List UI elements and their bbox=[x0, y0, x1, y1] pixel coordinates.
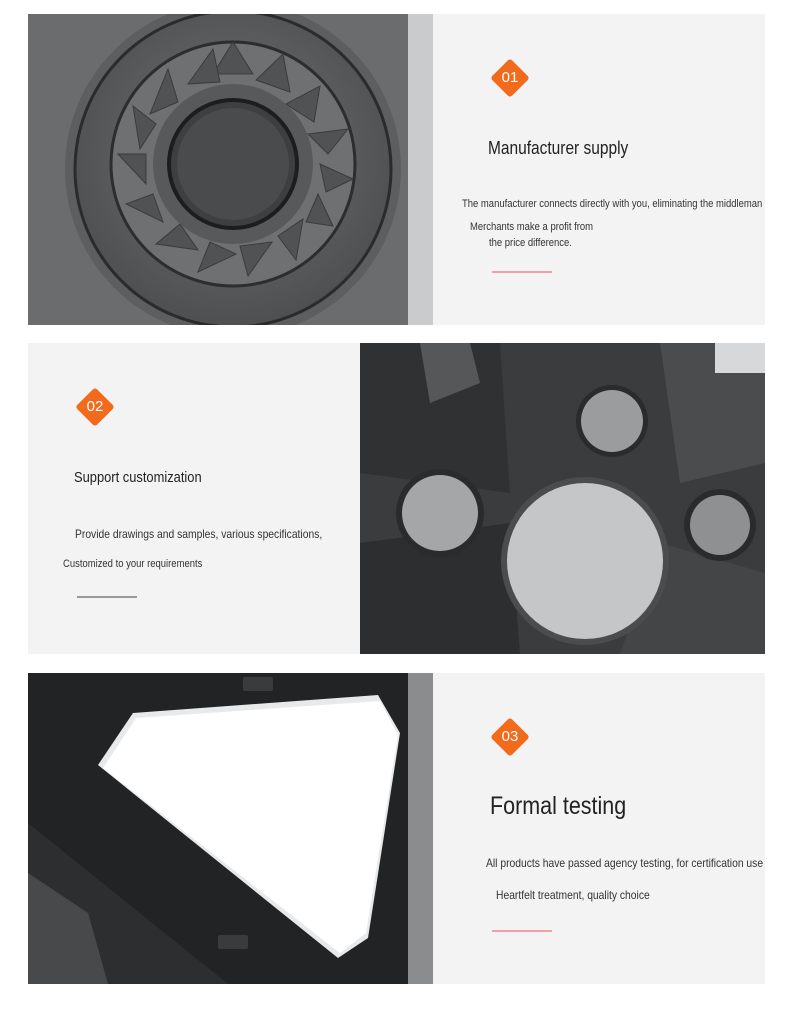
section-title: Manufacturer supply bbox=[488, 138, 629, 158]
step-number-badge bbox=[490, 717, 530, 757]
step-number: 02 bbox=[86, 398, 104, 415]
step-number-badge bbox=[490, 58, 530, 98]
step-number: 01 bbox=[501, 69, 519, 86]
step-number-badge bbox=[75, 387, 115, 427]
feature-card-customization bbox=[28, 343, 765, 654]
divider-line bbox=[77, 596, 137, 598]
section-text-line: Merchants make a profit from bbox=[470, 221, 594, 233]
section-text-line: All products have passed agency testing, for certification use bbox=[486, 856, 764, 870]
feature-card-manufacturer bbox=[28, 14, 765, 325]
divider-line bbox=[492, 930, 552, 932]
section-text-line: Customized to your requirements bbox=[63, 558, 203, 570]
section-title: Formal testing bbox=[490, 792, 627, 820]
hubcap-center-photo bbox=[28, 14, 433, 325]
section-text-line: Heartfelt treatment, quality choice bbox=[496, 888, 650, 902]
step-number: 03 bbox=[501, 728, 519, 745]
section-text-line: Provide drawings and samples, various specifications, bbox=[75, 527, 323, 541]
section-title: Support customization bbox=[74, 469, 202, 486]
wheel-bolt-holes-photo bbox=[360, 343, 765, 654]
wheel-spoke-window-photo bbox=[28, 673, 433, 984]
section-text-line: the price difference. bbox=[489, 237, 572, 249]
divider-line bbox=[492, 271, 552, 273]
section-text-line: The manufacturer connects directly with you, eliminating the middleman bbox=[462, 198, 763, 210]
feature-card-testing bbox=[28, 673, 765, 984]
